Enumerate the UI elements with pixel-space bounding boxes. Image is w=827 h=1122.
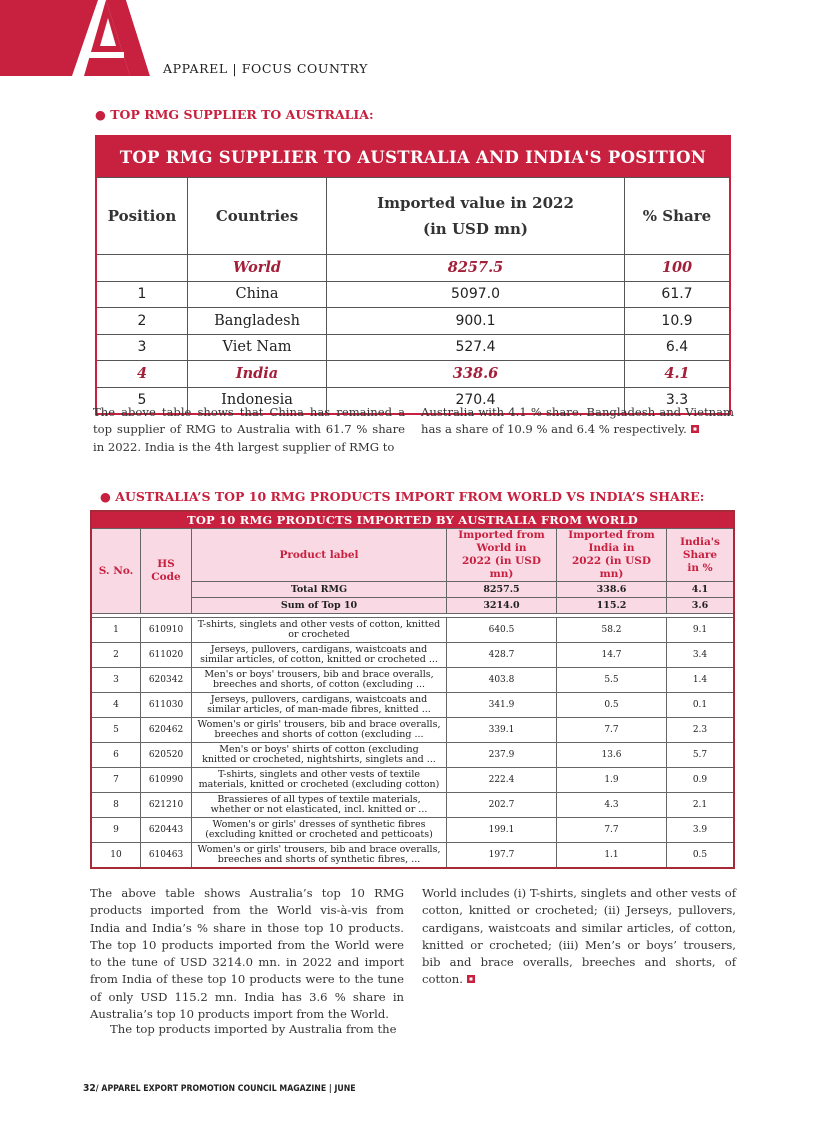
cell-share: 3.4 xyxy=(667,643,735,668)
cell-sno: 8 xyxy=(91,793,141,818)
table-row xyxy=(91,618,734,643)
cell-sno: 6 xyxy=(91,743,141,768)
cell-hs-code: 620520 xyxy=(141,743,192,768)
cell-world: 222.4 xyxy=(447,768,557,793)
cell-product-label: Jerseys, pullovers, cardigans, waistcoats and similar articles, of man-made fibres, knitted ... xyxy=(192,693,447,718)
sum-label: Sum of Top 10 xyxy=(192,598,447,614)
cell-position: 4 xyxy=(96,361,188,388)
paragraph-bangladesh-vietnam: Australia with 4.1 % share. Bangladesh and Vietnam has a share of 10.9 % and 6.4 % respectively. xyxy=(421,405,734,437)
header-sno: S. No. xyxy=(91,529,141,614)
end-mark-icon xyxy=(691,425,699,433)
header-countries: Countries xyxy=(188,178,327,255)
cell-india: 5.5 xyxy=(557,668,667,693)
cell-value: 270.4 xyxy=(327,387,625,414)
cell-product-label: Men's or boys' trousers, bib and brace overalls, breeches and shorts, of cotton (excluding ... xyxy=(192,668,447,693)
table-row xyxy=(91,743,734,768)
total-india: 338.6 xyxy=(557,582,667,598)
cell-share: 0.5 xyxy=(667,843,735,869)
section-heading-top10-products: ● AUSTRALIA’S TOP 10 RMG PRODUCTS IMPORT FROM WORLD VS INDIA’S SHARE: xyxy=(100,489,705,504)
cell-share: 5.7 xyxy=(667,743,735,768)
table-row xyxy=(91,768,734,793)
cell-india: 58.2 xyxy=(557,618,667,643)
cell-share: 1.4 xyxy=(667,668,735,693)
table-row xyxy=(91,843,734,869)
cell-sno: 2 xyxy=(91,643,141,668)
cell-sno: 9 xyxy=(91,818,141,843)
header-india-share: India's Share in % xyxy=(667,529,735,582)
cell-hs-code: 620342 xyxy=(141,668,192,693)
cell-position: 5 xyxy=(96,387,188,414)
cell-india: 1.1 xyxy=(557,843,667,869)
section-label: APPAREL | FOCUS COUNTRY xyxy=(163,61,368,76)
cell-product-label: Women's or girls' dresses of synthetic fibres (excluding knitted or crocheted and petticoats) xyxy=(192,818,447,843)
header-product-label: Product label xyxy=(192,529,447,582)
cell-world: 403.8 xyxy=(447,668,557,693)
cell-share: 2.3 xyxy=(667,718,735,743)
cell-position xyxy=(96,255,188,282)
cell-hs-code: 621210 xyxy=(141,793,192,818)
cell-country: World xyxy=(188,255,327,282)
table-row xyxy=(96,281,730,308)
cell-share: 0.9 xyxy=(667,768,735,793)
table-row xyxy=(96,361,730,388)
header-share: % Share xyxy=(625,178,731,255)
cell-world: 428.7 xyxy=(447,643,557,668)
cell-share: 2.1 xyxy=(667,793,735,818)
cell-hs-code: 610463 xyxy=(141,843,192,869)
cell-product-label: T-shirts, singlets and other vests of cotton, knitted or crocheted xyxy=(192,618,447,643)
cell-hs-code: 611020 xyxy=(141,643,192,668)
header-imported-india: Imported from India in 2022 (in USD mn) xyxy=(557,529,667,582)
page-footer xyxy=(83,1083,356,1094)
cell-india: 4.3 xyxy=(557,793,667,818)
cell-value: 8257.5 xyxy=(327,255,625,282)
section-heading-top-rmg-supplier: ● TOP RMG SUPPLIER TO AUSTRALIA: xyxy=(95,107,374,122)
cell-value: 338.6 xyxy=(327,361,625,388)
cell-sno: 7 xyxy=(91,768,141,793)
cell-value: 5097.0 xyxy=(327,281,625,308)
cell-india: 14.7 xyxy=(557,643,667,668)
cell-country: China xyxy=(188,281,327,308)
cell-product-label: Brassieres of all types of textile materials, whether or not elasticated, incl. knitted or ... xyxy=(192,793,447,818)
cell-share: 9.1 xyxy=(667,618,735,643)
cell-country: India xyxy=(188,361,327,388)
cell-world: 237.9 xyxy=(447,743,557,768)
header-imported-world: Imported from World in 2022 (in USD mn) xyxy=(447,529,557,582)
cell-position: 2 xyxy=(96,308,188,335)
cell-country: Indonesia xyxy=(188,387,327,414)
cell-world: 339.1 xyxy=(447,718,557,743)
table-row xyxy=(91,718,734,743)
cell-india: 0.5 xyxy=(557,693,667,718)
total-share: 4.1 xyxy=(667,582,735,598)
cell-product-label: Jerseys, pullovers, cardigans, waistcoats and similar articles, of cotton, knitted or crocheted ... xyxy=(192,643,447,668)
sum-world: 3214.0 xyxy=(447,598,557,614)
paragraph-china-supplier: The above table shows that China has remained a top supplier of RMG to Australia with 61.7 % share in 2022. India is the 4th largest supplier of RMG to xyxy=(93,405,405,454)
total-label: Total RMG xyxy=(192,582,447,598)
paragraph-top10-summary: The above table shows Australia’s top 10 RMG products imported from the World vis-à-vis from India and India’s % share in those top 10 products. The top 10 products imported from the World were to the tune of USD 3214.0 mn. in 2022 and import from India of these top 10 products were to the tune of only USD 115.2 mn. India has 3.6 % share in Australia’s top 10 products import from the World. xyxy=(90,886,404,1022)
cell-share: 61.7 xyxy=(625,281,731,308)
cell-india: 7.7 xyxy=(557,818,667,843)
cell-world: 199.1 xyxy=(447,818,557,843)
cell-hs-code: 610990 xyxy=(141,768,192,793)
cell-value: 527.4 xyxy=(327,334,625,361)
end-mark-icon xyxy=(467,975,475,983)
cell-india: 1.9 xyxy=(557,768,667,793)
apparel-a-logo-icon xyxy=(0,0,160,76)
supplier-table xyxy=(95,135,731,415)
cell-product-label: Women's or girls' trousers, bib and brace overalls, breeches and shorts of synthetic fibres, ... xyxy=(192,843,447,869)
cell-hs-code: 620443 xyxy=(141,818,192,843)
top10-products-table xyxy=(90,510,735,869)
cell-hs-code: 611030 xyxy=(141,693,192,718)
cell-position: 3 xyxy=(96,334,188,361)
cell-product-label: Men's or boys' shirts of cotton (excluding knitted or crocheted, nightshirts, singlets and ... xyxy=(192,743,447,768)
magazine-logo xyxy=(0,0,160,76)
cell-share: 6.4 xyxy=(625,334,731,361)
paragraph-top-products-list: World includes (i) T-shirts, singlets and other vests of cotton, knitted or crocheted; (ii) Jerseys, pullovers, cardigans, waistcoats and similar articles, of cotton, knitted or crocheted; (iii) Men’s or boys’ trousers, bib and brace overalls, breeches and shorts, of cotton. xyxy=(422,886,736,987)
cell-share: 100 xyxy=(625,255,731,282)
cell-hs-code: 610910 xyxy=(141,618,192,643)
table-row xyxy=(96,334,730,361)
cell-share: 4.1 xyxy=(625,361,731,388)
header-hs-code: HS Code xyxy=(141,529,192,614)
cell-country: Viet Nam xyxy=(188,334,327,361)
cell-value: 900.1 xyxy=(327,308,625,335)
cell-share: 3.3 xyxy=(625,387,731,414)
table-row xyxy=(96,308,730,335)
cell-share: 3.9 xyxy=(667,818,735,843)
cell-sno: 1 xyxy=(91,618,141,643)
cell-sno: 10 xyxy=(91,843,141,869)
cell-product-label: Women's or girls' trousers, bib and brace overalls, breeches and shorts of cotton (excluding ... xyxy=(192,718,447,743)
cell-sno: 4 xyxy=(91,693,141,718)
table-row xyxy=(91,818,734,843)
table-row xyxy=(91,643,734,668)
sum-share: 3.6 xyxy=(667,598,735,614)
table-row xyxy=(96,255,730,282)
cell-india: 13.6 xyxy=(557,743,667,768)
table-row xyxy=(91,693,734,718)
sum-india: 115.2 xyxy=(557,598,667,614)
cell-hs-code: 620462 xyxy=(141,718,192,743)
cell-position: 1 xyxy=(96,281,188,308)
cell-world: 341.9 xyxy=(447,693,557,718)
table-row xyxy=(91,668,734,693)
cell-country: Bangladesh xyxy=(188,308,327,335)
header-imported-value: Imported value in 2022 (in USD mn) xyxy=(327,178,625,255)
page-number: 32 xyxy=(83,1083,96,1094)
cell-share: 0.1 xyxy=(667,693,735,718)
total-world: 8257.5 xyxy=(447,582,557,598)
table-row xyxy=(91,793,734,818)
cell-world: 202.7 xyxy=(447,793,557,818)
table-title: TOP RMG SUPPLIER TO AUSTRALIA AND INDIA'S POSITION xyxy=(96,136,730,178)
cell-world: 640.5 xyxy=(447,618,557,643)
footer-text: / APPAREL EXPORT PROMOTION COUNCIL MAGAZINE | JUNE xyxy=(95,1084,356,1094)
header-position: Position xyxy=(96,178,188,255)
paragraph-top-products-intro: The top products imported by Australia from the xyxy=(110,1022,397,1036)
cell-sno: 5 xyxy=(91,718,141,743)
cell-product-label: T-shirts, singlets and other vests of textile materials, knitted or crocheted (excluding cotton) xyxy=(192,768,447,793)
cell-world: 197.7 xyxy=(447,843,557,869)
cell-india: 7.7 xyxy=(557,718,667,743)
table-title: TOP 10 RMG PRODUCTS IMPORTED BY AUSTRALIA FROM WORLD xyxy=(91,511,734,529)
cell-share: 10.9 xyxy=(625,308,731,335)
cell-sno: 3 xyxy=(91,668,141,693)
